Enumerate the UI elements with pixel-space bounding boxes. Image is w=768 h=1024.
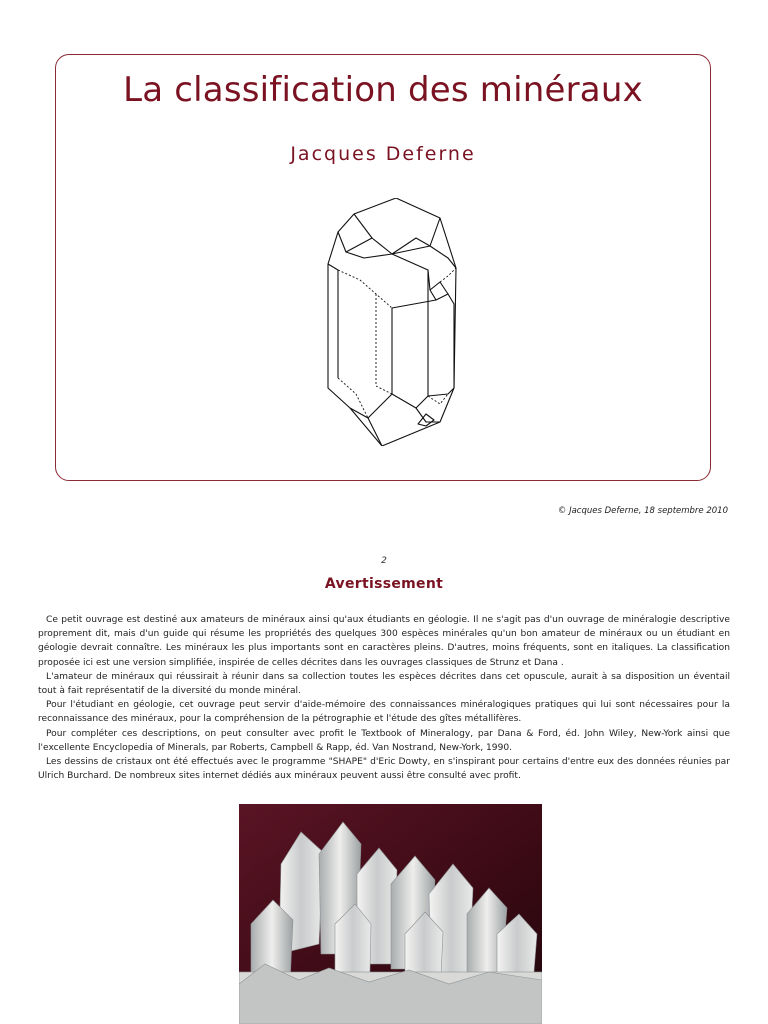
crystal-edge bbox=[448, 294, 454, 388]
cover-frame bbox=[55, 54, 711, 481]
paragraph: Pour l'étudiant en géologie, cet ouvrage peut servir d'aide-mémoire des connaissances minéralogiques pratiques qui lui sont nécessaires pour la reconnaissance des minéraux, pour la compréhension de la pétrographie et l'étude des gîtes métallifères. bbox=[38, 700, 730, 725]
crystal-drawing bbox=[316, 198, 468, 446]
crystal-edge bbox=[428, 388, 454, 396]
paragraph: Ce petit ouvrage est destiné aux amateurs de minéraux ainsi qu'aux étudiants en géologie. Il ne s'agit pas d'un ouvrage de minéralogie descriptive proprement dit, mais d'un guide qui résume les propriétés des quelques 300 espèces minérales qu'un bon amateur de minéraux ou un étudiant en géologie devrait connaître. Les minéraux les plus importants sont en caractères pleins. D'autres, moins fréquents, sont en italiques. La classification proposée ici est une version simplifiée, inspirée de celles décrites dans les ouvrages classiques de Strunz et Dana . bbox=[38, 615, 730, 668]
crystal-edge bbox=[392, 300, 436, 308]
crystal-edge bbox=[392, 394, 428, 408]
crystal-hidden-edge bbox=[376, 294, 392, 394]
page-number: 2 bbox=[381, 556, 387, 566]
document-title: La classification des minéraux bbox=[123, 70, 643, 110]
body-text bbox=[38, 613, 730, 783]
crystal-edge bbox=[392, 238, 430, 254]
crystal-edge bbox=[346, 252, 392, 258]
crystal-edge bbox=[328, 264, 338, 378]
crystal-hidden-edge bbox=[440, 268, 456, 282]
document-author: Jacques Deferne bbox=[290, 143, 476, 165]
crystal-hidden-edge bbox=[338, 270, 392, 308]
crystal-edge bbox=[368, 394, 392, 446]
quartz-crystal-photo bbox=[239, 804, 542, 1024]
crystal-edge bbox=[338, 232, 372, 252]
crystal-edge bbox=[392, 254, 430, 290]
crystal-face bbox=[430, 282, 448, 300]
paragraph: L'amateur de minéraux qui réussirait à réunir dans sa collection toutes les espèces décrites dans cet opuscule, aurait à sa disposition un éventail tout à fait représentatif de la diversité du monde minéral. bbox=[38, 671, 730, 697]
crystal-face bbox=[418, 414, 434, 426]
paragraph: Les dessins de cristaux ont été effectués avec le programme "SHAPE" d'Eric Dowty, en s'inspirant pour certains d'entre eux des données réunies par Ulrich Burchard. De nombreux sites internet dédiés aux minéraux peuvent aussi être consulté avec profit. bbox=[38, 757, 730, 782]
section-heading: Avertissement bbox=[324, 576, 444, 592]
paragraph: Pour compléter ces descriptions, on peut consulter avec profit le Textbook of Mineralogy, par Dana & Ford, éd. John Wiley, New-York ainsi que l'excellente Encyclopedia of Minerals, par Roberts, Campbell & Rapp, éd. Van Nostrand, New-York, 1990. bbox=[38, 728, 730, 753]
copyright-notice: © Jacques Deferne, 18 septembre 2010 bbox=[557, 506, 728, 516]
crystal-edge bbox=[354, 214, 440, 254]
